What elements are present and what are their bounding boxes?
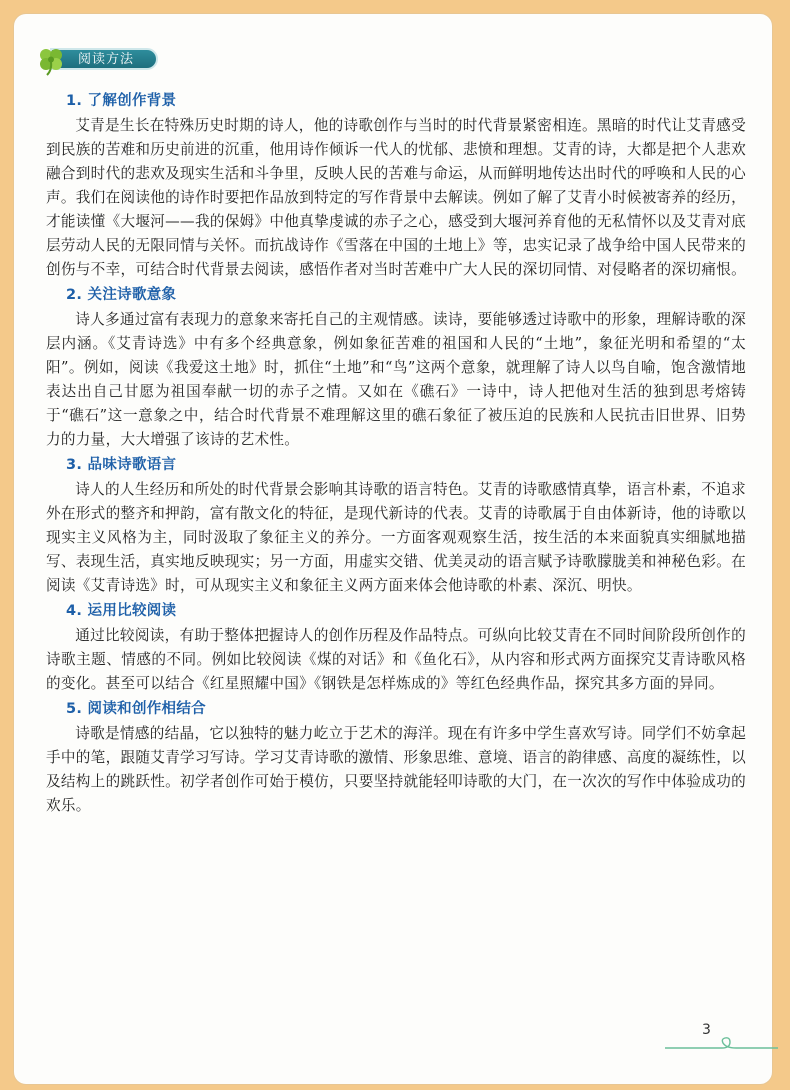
reading-methods-content: [46, 88, 746, 818]
footer-swirl-icon: [660, 1020, 780, 1060]
section-title: 4. 运用比较阅读: [66, 603, 177, 619]
clover-icon: [34, 44, 68, 78]
section-title: 3. 品味诗歌语言: [66, 457, 177, 473]
section-badge: [34, 44, 160, 74]
badge-label: 阅读方法: [78, 52, 135, 67]
section-1: [46, 88, 746, 282]
section-body: 艾青是生长在特殊历史时期的诗人，他的诗歌创作与当时的时代背景紧密相连。黑暗的时代让艾青感受到民族的苦难和历史前进的沉重，他用诗作倾诉一代人的忧郁、悲愤和理想。艾青的诗，大都是把个人悲欢融合到时代的悲欢及现实生活和斗争里，反映人民的苦难与命运，从而鲜明地传达出时代的呼唤和人民的心声。我们在阅读他的诗作时要把作品放到特定的写作背景中去解读。例如了解了艾青小时候被寄养的经历，才能读懂《大堰河——我的保姆》中他真挚虔诚的赤子之心，感受到大堰河养育他的无私情怀以及艾青对底层劳动人民的无限同情与关怀。而抗战诗作《雪落在中国的土地上》等，忠实记录了战争给中国人民带来的创伤与不幸，可结合时代背景去阅读，感悟作者对当时苦难中广大人民的深切同情、对侵略者的深切痛恨。: [46, 117, 747, 278]
page-number: 3: [702, 1022, 711, 1038]
section-title: 1. 了解创作背景: [66, 93, 177, 109]
section-title: 2. 关注诗歌意象: [66, 287, 177, 303]
section-title: 5. 阅读和创作相结合: [66, 701, 206, 717]
section-body: 诗歌是情感的结晶，它以独特的魅力屹立于艺术的海洋。现在有许多中学生喜欢写诗。同学们不妨拿起手中的笔，跟随艾青学习写诗。学习艾青诗歌的激情、形象思维、意境、语言的韵律感、高度的凝练性，以及结构上的跳跃性。初学者创作可始于模仿，只要坚持就能轻叩诗歌的大门，在一次次的写作中体验成功的欢乐。: [46, 725, 747, 814]
page-footer: [660, 1020, 780, 1060]
section-body: 诗人的人生经历和所处的时代背景会影响其诗歌的语言特色。艾青的诗歌感情真挚，语言朴素，不追求外在形式的整齐和押韵，富有散文化的特征，是现代新诗的代表。艾青的诗歌属于自由体新诗，他的诗歌以现实主义风格为主，同时汲取了象征主义的养分。一方面客观观察生活，按生活的本来面貌真实细腻地描写、表现生活，真实地反映现实；另一方面，用虚实交错、优美灵动的语言赋予诗歌朦胧美和神秘色彩。在阅读《艾青诗选》时，可从现实主义和象征主义两方面来体会他诗歌的朴素、深沉、明快。: [46, 481, 747, 594]
section-body: 诗人多通过富有表现力的意象来寄托自己的主观情感。读诗，要能够透过诗歌中的形象，理解诗歌的深层内涵。《艾青诗选》中有多个经典意象，例如象征苦难的祖国和人民的“土地”，象征光明和希望的“太阳”。例如，阅读《我爱这土地》时，抓住“土地”和“鸟”这两个意象，就理解了诗人以鸟自喻，饱含激情地表达出自己甘愿为祖国奉献一切的赤子之情。又如在《礁石》一诗中，诗人把他对生活的独到思考熔铸于“礁石”这一意象之中，结合时代背景不难理解这里的礁石象征了被压迫的民族和人民抗击旧世界、旧势力的力量，大大增强了该诗的艺术性。: [46, 311, 746, 448]
section-body: 通过比较阅读，有助于整体把握诗人的创作历程及作品特点。可纵向比较艾青在不同时间阶段所创作的诗歌主题、情感的不同。例如比较阅读《煤的对话》和《鱼化石》，从内容和形式两方面探究艾青诗歌风格的变化。甚至可以结合《红星照耀中国》《钢铁是怎样炼成的》等红色经典作品，探究其多方面的异同。: [46, 627, 746, 692]
section-5: [46, 696, 746, 818]
section-3: [46, 452, 746, 598]
section-2: [46, 282, 746, 452]
section-4: [46, 598, 746, 696]
